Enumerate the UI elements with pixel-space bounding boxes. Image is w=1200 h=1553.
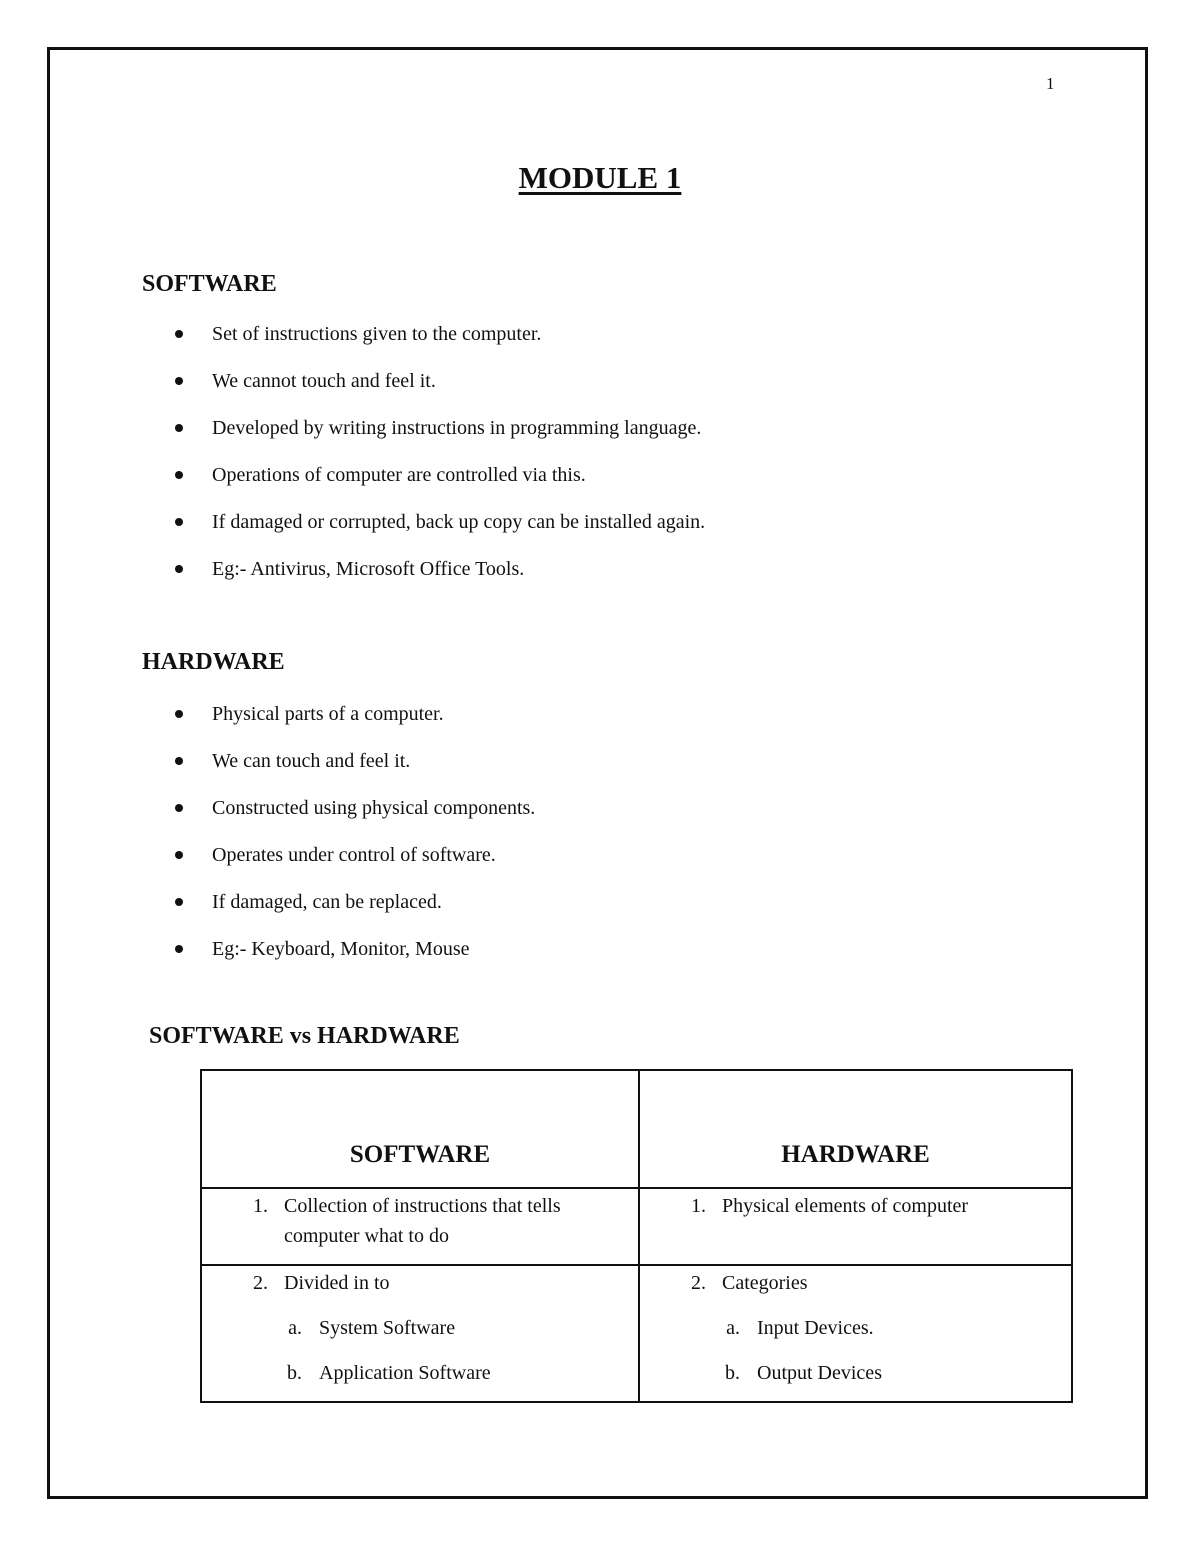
software-bullet-list	[172, 322, 705, 604]
software-bullet-text: We cannot touch and feel it.	[212, 370, 436, 392]
list-item	[172, 416, 705, 463]
bullet-icon	[175, 565, 183, 573]
sub-item-letter: b.	[287, 1362, 302, 1384]
sub-item	[640, 1358, 1071, 1388]
list-item	[172, 557, 705, 604]
hardware-bullet-text: Physical parts of a computer.	[212, 703, 444, 725]
software-bullet-text: Developed by writing instructions in programming language.	[212, 417, 702, 439]
sub-item	[202, 1313, 638, 1343]
hardware-bullet-text: If damaged, can be replaced.	[212, 891, 442, 913]
list-item	[172, 369, 705, 416]
bullet-icon	[175, 898, 183, 906]
hardware-bullet-text: Eg:- Keyboard, Monitor, Mouse	[212, 938, 470, 960]
item-text: Divided in to	[284, 1272, 390, 1294]
table-cell	[201, 1188, 639, 1265]
table-cell	[201, 1265, 639, 1402]
bullet-icon	[175, 757, 183, 765]
sub-item-letter: b.	[725, 1362, 740, 1384]
hardware-bullet-text: Operates under control of software.	[212, 844, 496, 866]
bullet-icon	[175, 804, 183, 812]
table-row	[201, 1188, 1072, 1265]
list-item	[172, 322, 705, 369]
list-item	[172, 510, 705, 557]
list-item	[172, 749, 535, 796]
sub-item	[640, 1313, 1071, 1343]
hardware-bullet-text: Constructed using physical components.	[212, 797, 536, 819]
list-item	[172, 937, 535, 984]
page-title-text: MODULE 1	[518, 160, 682, 195]
list-item	[172, 702, 535, 749]
bullet-icon	[175, 424, 183, 432]
sub-item	[202, 1358, 638, 1388]
bullet-icon	[175, 710, 183, 718]
item-number: 2.	[253, 1272, 268, 1294]
sub-item-letter: a.	[726, 1317, 740, 1339]
bullet-icon	[175, 377, 183, 385]
list-item	[172, 890, 535, 937]
list-item	[172, 463, 705, 510]
item-text: Categories	[722, 1272, 808, 1294]
hardware-heading: HARDWARE	[142, 649, 285, 675]
comparison-heading: SOFTWARE vs HARDWARE	[149, 1023, 460, 1049]
item-number: 1.	[691, 1195, 706, 1217]
bullet-icon	[175, 851, 183, 859]
table-row	[201, 1265, 1072, 1402]
bullet-icon	[175, 471, 183, 479]
software-bullet-text: Operations of computer are controlled via this.	[212, 464, 586, 486]
table-cell	[639, 1188, 1072, 1265]
software-bullet-text: Set of instructions given to the computer.	[212, 323, 542, 345]
table-cell	[639, 1265, 1072, 1402]
item-number: 1.	[253, 1195, 268, 1217]
comparison-table	[200, 1069, 1073, 1403]
page-number: 1	[1046, 74, 1055, 93]
page-title	[0, 160, 1200, 196]
item-text: Physical elements of computer	[722, 1195, 969, 1217]
bullet-icon	[175, 518, 183, 526]
numbered-item	[640, 1191, 1071, 1221]
sub-item-text: Input Devices.	[757, 1317, 874, 1339]
sub-item-text: Application Software	[319, 1362, 491, 1384]
table-header-row	[201, 1070, 1072, 1188]
sub-item-text: System Software	[319, 1317, 456, 1339]
list-item	[172, 796, 535, 843]
software-bullet-text: Eg:- Antivirus, Microsoft Office Tools.	[212, 558, 525, 580]
column-header-software: SOFTWARE	[201, 1070, 639, 1188]
hardware-bullet-text: We can touch and feel it.	[212, 750, 411, 772]
software-bullet-text: If damaged or corrupted, back up copy can be installed again.	[212, 511, 706, 533]
numbered-item	[202, 1191, 638, 1251]
bullet-icon	[175, 330, 183, 338]
list-item	[172, 843, 535, 890]
item-number: 2.	[691, 1272, 706, 1294]
bullet-icon	[175, 945, 183, 953]
software-heading: SOFTWARE	[142, 271, 277, 297]
sub-item-text: Output Devices	[757, 1362, 882, 1384]
numbered-item	[640, 1268, 1071, 1298]
column-header-hardware: HARDWARE	[639, 1070, 1072, 1188]
sub-item-letter: a.	[288, 1317, 302, 1339]
hardware-bullet-list	[172, 702, 535, 984]
item-text: Collection of instructions that tells computer what to do	[284, 1195, 561, 1247]
numbered-item	[202, 1268, 638, 1298]
